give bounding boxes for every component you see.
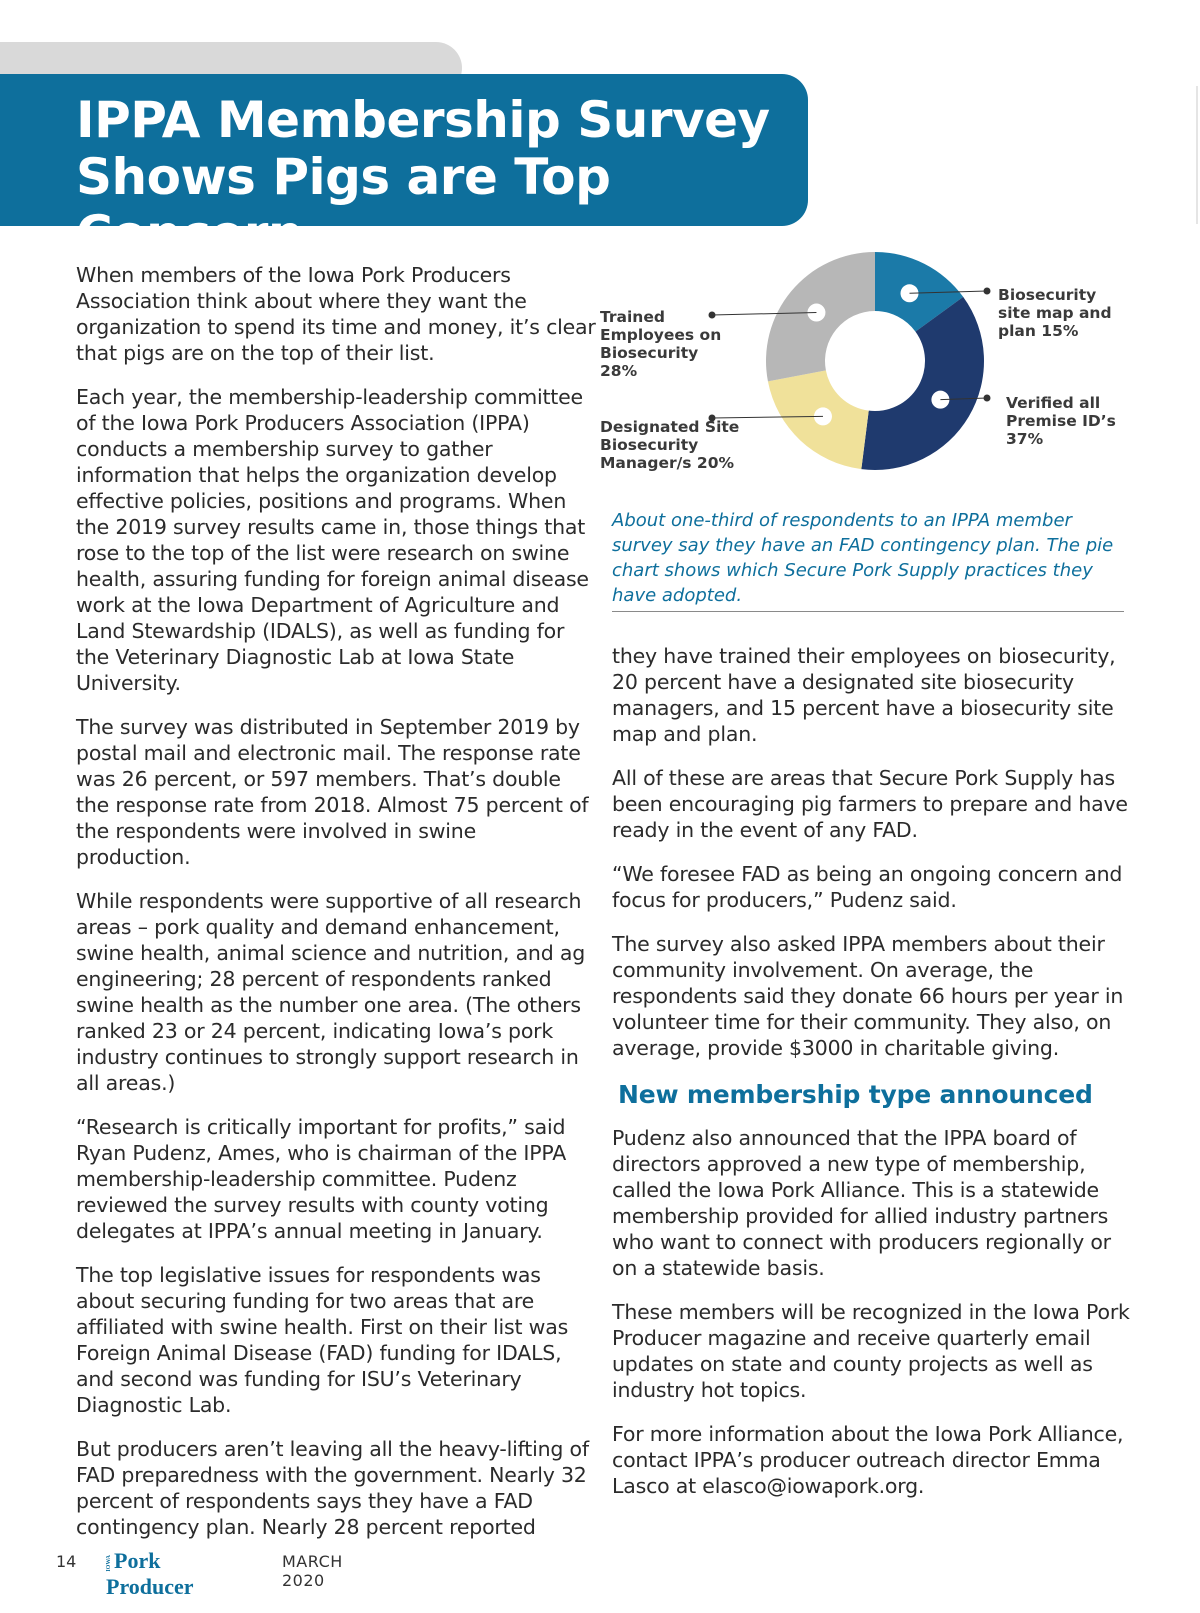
paragraph: The survey was distributed in September 2019 by postal mail and electronic mail. The response rate was 26 percent, or 597 members. That’s double the response rate from 2018. Almost 75 percent of the respondents were involved in swine production.	[76, 715, 589, 869]
page-title: IPPA Membership Survey Shows Pigs are Top Concern	[76, 91, 770, 263]
section-subhead: New membership type announced	[618, 1080, 1093, 1109]
chart-label-site-map: Biosecurity site map and plan 15%	[998, 286, 1112, 340]
page-number: 14	[56, 1552, 77, 1571]
paragraph: These members will be recognized in the Iowa Pork Producer magazine and receive quarterly email updates on state and county projects as well as industry hot topics.	[612, 1300, 1130, 1402]
paragraph: Pudenz also announced that the IPPA board of directors approved a new type of membership, called the Iowa Pork Alliance. This is a statewide membership provided for allied industry partners who want to connect with producers regionally or on a statewide basis.	[612, 1126, 1111, 1280]
issue-date: MARCH 2020	[282, 1552, 343, 1590]
paragraph: All of these are areas that Secure Pork Supply has been encouraging pig farmers to prepare and have ready in the event of any FAD.	[612, 766, 1128, 842]
chart-label-designated: Designated Site Biosecurity Manager/s 20%	[600, 418, 740, 472]
logo-text: Pork Producer	[106, 1548, 194, 1599]
donut-chart	[600, 250, 1160, 490]
paragraph: The survey also asked IPPA members about their community involvement. On average, the respondents said they donate 66 hours per year in volunteer time for their community. They also, on average, provide $3000 in charitable giving.	[612, 932, 1124, 1060]
paragraph: The top legislative issues for respondents was about securing funding for two areas that are affiliated with swine health. First on their list was Foreign Animal Disease (FAD) funding for IDALS, and second was funding for ISU’s Veterinary Diagnostic Lab.	[76, 1263, 569, 1417]
chart-label-premise: Verified all Premise ID’s 37%	[1006, 394, 1116, 448]
leader-end-dot	[984, 395, 991, 402]
title-banner	[0, 74, 808, 263]
paragraph: they have trained their employees on biosecurity, 20 percent have a designated site biosecurity managers, and 15 percent have a biosecurity site map and plan.	[612, 644, 1116, 746]
paragraph: “Research is critically important for profits,” said Ryan Pudenz, Ames, who is chairman of the IPPA membership-leadership committee. Pudenz reviewed the survey results with county voting delegates at IPPA’s annual meeting in January.	[76, 1115, 567, 1243]
leader-end-dot	[984, 288, 991, 295]
left-column	[76, 262, 596, 1558]
logo-small-text: IOWA	[106, 1554, 112, 1572]
column-divider	[612, 611, 1124, 612]
edge-rule	[1196, 86, 1198, 224]
publication-logo	[106, 1548, 194, 1600]
right-column	[612, 643, 1132, 1517]
paragraph: For more information about the Iowa Pork Alliance, contact IPPA’s producer outreach director Emma Lasco at elasco@iowapork.org.	[612, 1422, 1124, 1498]
chart-caption: About one-third of respondents to an IPPA member survey say they have an FAD contingency plan. The pie chart shows which Secure Pork Supply practices they have adopted.	[612, 510, 1114, 606]
paragraph: When members of the Iowa Pork Producers Association think about where they want the organization to spend its time and money, it’s clear that pigs are on the top of their list.	[76, 263, 596, 365]
paragraph: Each year, the membership-leadership committee of the Iowa Pork Producers Association (IPPA) conducts a membership survey to gather information that helps the organization develop effective policies, positions and programs. When the 2019 survey results came in, those things that rose to the top of the list were research on swine health, assuring funding for foreign animal disease work at the Iowa Department of Agriculture and Land Stewardship (IDALS), as well as funding for the Veterinary Diagnostic Lab at Iowa State University.	[76, 385, 589, 695]
paragraph: While respondents were supportive of all research areas – pork quality and demand enhancement, swine health, animal science and nutrition, and ag engineering; 28 percent of respondents ranked swine health as the number one area. (The others ranked 23 or 24 percent, indicating Iowa’s pork industry continues to strongly support research in all areas.)	[76, 889, 586, 1095]
paragraph: “We foresee FAD as being an ongoing concern and focus for producers,” Pudenz said.	[612, 862, 1123, 912]
chart-label-trained: Trained Employees on Biosecurity 28%	[600, 308, 722, 380]
paragraph: But producers aren’t leaving all the heavy-lifting of FAD preparedness with the government. Nearly 32 percent of respondents says they have a FAD contingency plan. Nearly 28 percent reported	[76, 1437, 589, 1539]
